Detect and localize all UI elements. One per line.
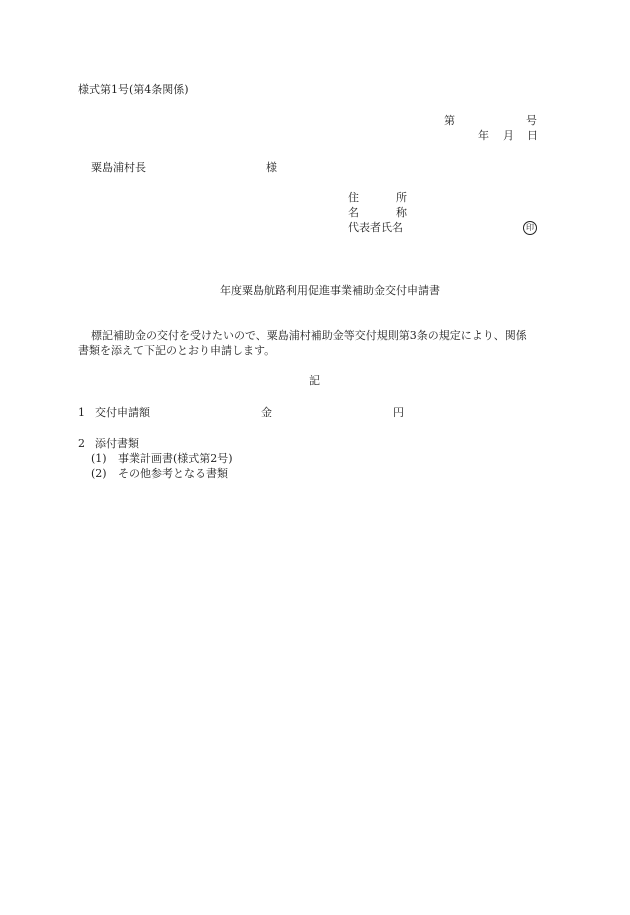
representative-label: 代表者氏名 — [348, 221, 403, 234]
body-line-1: 標記補助金の交付を受けたいので、粟島浦村補助金等交付規則第3条の規定により、関係 — [91, 329, 527, 342]
seal-mark: 印 — [523, 221, 537, 235]
attachment-2-text: その他参考となる書類 — [118, 467, 228, 480]
addressee-name: 粟島浦村長 — [91, 161, 146, 174]
form-number: 様式第1号(第4条関係) — [78, 83, 189, 96]
item1-kin: 金 — [261, 406, 272, 419]
document-number-prefix: 第 — [444, 114, 455, 127]
date-month: 月 — [503, 129, 514, 142]
item1-yen: 円 — [393, 406, 404, 419]
item2-number: 2 — [78, 437, 85, 450]
attachment-1-text: 事業計画書(様式第2号) — [118, 452, 233, 465]
name-label-2: 称 — [396, 206, 407, 219]
attachment-2-number: (2) — [91, 467, 107, 480]
date-day: 日 — [527, 129, 538, 142]
item1-number: 1 — [78, 406, 85, 419]
address-label-1: 住 — [348, 191, 359, 204]
address-label-2: 所 — [396, 191, 407, 204]
item2-label: 添付書類 — [95, 437, 139, 450]
ki-heading: 記 — [309, 374, 320, 387]
addressee-honorific: 様 — [266, 161, 277, 174]
date-year: 年 — [478, 129, 489, 142]
name-label-1: 名 — [348, 206, 359, 219]
item1-label: 交付申請額 — [95, 406, 150, 419]
attachment-1-number: (1) — [91, 452, 107, 465]
document-number-suffix: 号 — [526, 114, 537, 127]
document-title: 年度粟島航路利用促進事業補助金交付申請書 — [220, 284, 440, 297]
body-line-2: 書類を添えて下記のとおり申請します。 — [78, 344, 276, 357]
